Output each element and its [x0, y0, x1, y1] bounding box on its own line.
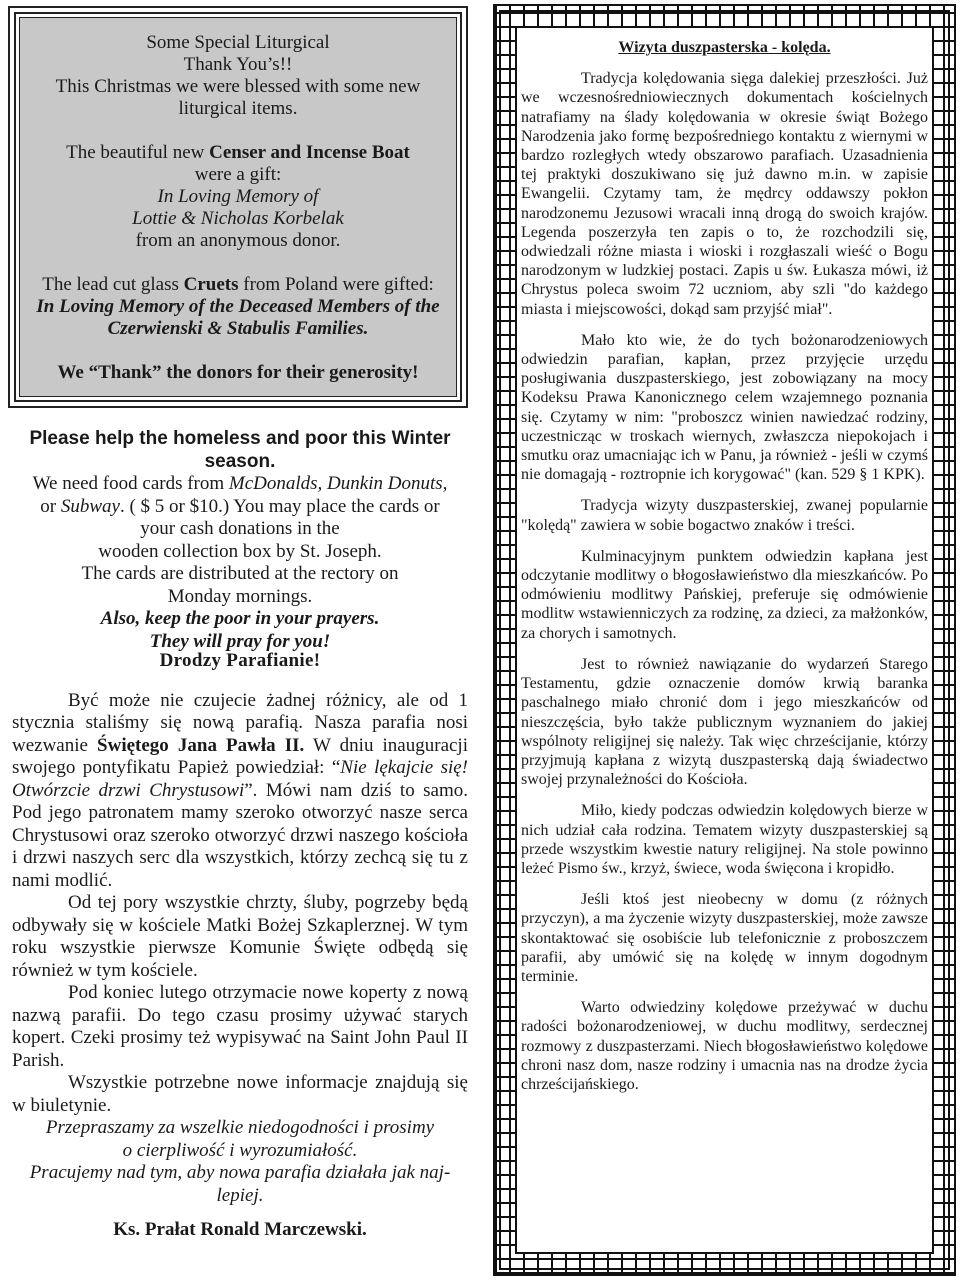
koleda-article — [515, 26, 934, 1254]
cruets-memory-families: Czerwienski & Stabulis Families. — [107, 318, 369, 339]
cruets-item: Cruets — [183, 274, 239, 295]
thanks-intro-line2: liturgical items. — [178, 98, 298, 119]
letter-paragraph-4: Wszystkie potrzebne nowe informacje znajdują się w biuletynie. — [12, 1072, 468, 1116]
homeless-appeal — [12, 428, 468, 653]
koleda-paragraph: Mało kto wie, że do tych bożonarodzeniowych odwiedzin parafian, kapłan, przez przyjęcie urzędu posługiwania duszpasterskiego, jest zobowiązany na mocy Kodeksu Prawa Kanonicznego celem wzajemnego poznania się. Czytamy w nim: "proboszcz winien nawiedzać rodziny, uczestnicząc w troskach wiernych, zwłaszcza niepokojach i smutku oraz umacniając ich w Panu, ja również - jeśli w czymś nie domagają - roztropnie ich korygować" (kan. 529 § 1 KPK). — [521, 331, 928, 484]
homeless-text: or — [40, 495, 61, 517]
cruets-prefix: The lead cut glass — [42, 274, 184, 295]
homeless-text: . ( $ 5 or $10.) You may place the cards or — [119, 495, 440, 517]
cruets-line — [34, 274, 442, 296]
koleda-paragraph: Warto odwiedziny kolędowe przeżywać w duchu radości bożonarodzeniowej, w duchu modlitwy, serdecznej rozmowy z duszpasterzami. Niech błogosławieństwo kolędowe chroni nasz dom, nasze rodziny i umacnia nas na drodze życia chrześcijańskiego. — [521, 999, 928, 1093]
homeless-text: We need food cards from — [32, 473, 229, 494]
cruets-memory-line: In Loving Memory of the Deceased Members of the — [36, 296, 440, 317]
thanks-donors-line: We “Thank” the donors for their generosity! — [57, 362, 419, 383]
thank-you-box — [8, 6, 468, 408]
letter-paragraph-1 — [12, 690, 468, 893]
letter-text: W dniu inauguracji swojego pontyfikatu Papież powiedział: “ — [12, 734, 468, 778]
pope-quote: Nie lękajcie się! Otwórzcie drzwi Chrystusowi — [12, 757, 469, 801]
homeless-line-4: wooden collection box by St. Joseph. — [98, 540, 382, 562]
koleda-paragraph: Tradycja kolędowania sięga dalekiej przeszłości. Już we wczesnośredniowiecznych dokumentach kościelnych natrafiamy na ślady kolędowania w okresie świąt Bożego Narodzenia jako formę bezpośredniego kontaktu z wiernymi w bardzo rozległych wtedy obszarowo parafiach. Uzasadnienia tej praktyki doszukiwano się już dawno m.in. w zapisie Ewangelii. Czytamy tam, że mędrcy oddawszy pokłon narodzonemu Jezusowi wracali inną drogą do swoich krajów. Legenda poszerzyła ten zapis o to, że rozchodzili się, odwiedzali różne miasta i wioski i rozgłaszali wieść o Bogu narodzonym w ludzkiej postaci. Zapis u św. Łukasza mówi, iż Chrystus poleca swoim 72 uczniom, aby szli "do każdego miasta i miejscowości, dokąd sam przyjść miał". — [521, 70, 928, 318]
apology-line-3: Pracujemy nad tym, aby nowa parafia działała jak naj-lepiej. — [29, 1162, 451, 1206]
parish-letter — [12, 650, 468, 1242]
homeless-line-2 — [12, 496, 468, 519]
homeless-line-3: your cash donations in the — [140, 518, 340, 539]
apology-line-1: Przepraszamy za wszelkie niedogodności i prosimy — [45, 1117, 435, 1138]
homeless-line-1 — [12, 473, 468, 496]
koleda-heading: Wizyta duszpasterska - kolęda. — [618, 39, 831, 56]
letter-paragraph-3: Pod koniec lutego otrzymacie nowe koperty z nową nazwą parafii. Do tego czasu prosimy używać starych kopert. Czeki prosimy też wypisywać na Saint John Paul II Parish. — [12, 982, 468, 1071]
censer-memory-names: Lottie & Nicholas Korbelak — [132, 208, 344, 229]
homeless-line-5: The cards are distributed at the rectory on — [81, 563, 399, 584]
homeless-prayer-line: Also, keep the poor in your prayers. — [100, 608, 380, 629]
censer-prefix: The beautiful new — [66, 142, 210, 163]
censer-donor: from an anonymous donor. — [135, 230, 341, 251]
parish-patron: Świętego Jana Pawła II. — [97, 734, 305, 756]
koleda-paragraph: Jeśli ktoś jest nieobecny w domu (z różnych przyczyn), a ma życzenie wizyty duszpasterskiej, może zawsze skontaktować się osobiście lub telefonicznie z proboszczem parafii, aby umówić się na kolędę w innym dogodnym terminie. — [521, 891, 928, 985]
koleda-paragraph: Miło, kiedy podczas odwiedzin kolędowych bierze w nich udział cała rodzina. Tematem wizyty duszpasterskiej są przede wszystkim kwestie natury religijnej. Na stole powinno leżeć Pismo św., krzyż, świece, woda święcona i kropidło. — [521, 802, 928, 877]
koleda-paragraph: Jest to również nawiązanie do wydarzeń Starego Testamentu, gdzie oznaczenie domów krwią baranka paschalnego miało chronić dom i jego mieszkańców od nieszczęścia, było także publicznym wyznaniem do jakiej wspólnoty religijnej się należy. Tak więc chrześcijanie, którzy przyjmują kapłana z wizytą duszpasterską dają świadectwo swojej przynależności do Kościoła. — [521, 655, 928, 789]
thank-you-content — [19, 17, 457, 397]
restaurant-names: McDonalds, Dunkin Donuts, — [228, 473, 448, 494]
thanks-title-line1: Some Special Liturgical — [146, 32, 330, 53]
letter-paragraph-2: Od tej pory wszystkie chrzty, śluby, pogrzeby będą odbywały się w kościele Matki Bożej Szkaplerznej. W tym roku wszystkie pierwsze Komunie Święte odbędą się również w tym kościele. — [12, 892, 468, 981]
signature: Ks. Prałat Ronald Marczewski. — [113, 1219, 367, 1240]
homeless-prayer-line-2: They will pray for you! — [149, 630, 331, 652]
thanks-intro-line: This Christmas we were blessed with some new — [55, 76, 421, 97]
thanks-title-line2: Thank You’s!! — [183, 54, 293, 75]
letter-text: ”. Mówi nam dziś to samo. Pod jego patronatem mamy szeroko otworzyć nasze serca Chrystusowi oraz szeroko otworzyć drzwi naszego kościoła i drzwi naszych serc dla wszystkich, którzy zechcą się tu z nami modlić. — [12, 779, 468, 891]
censer-memory-line: In Loving Memory of — [157, 186, 319, 207]
koleda-paragraph: Kulminacyjnym punktem odwiedzin kapłana jest odczytanie modlitwy o błogosławieństwo dla mieszkańców. Po odmówieniu modlitwy Pańskiej, preferuje się odmówienie modlitw wstawienniczych za rodzinę, za dzieci, za małżonków, za chorych i samotnych. — [521, 547, 928, 642]
greek-key-border — [493, 4, 956, 1276]
cruets-suffix: from Poland were gifted: — [238, 274, 434, 295]
koleda-paragraph: Tradycja wizyty duszpasterskiej, zwanej popularnie "kolędą" zawiera w sobie bogactwo znaków i treści. — [521, 497, 928, 534]
apology-line-2: o cierpliwość i wyrozumiałość. — [122, 1139, 358, 1161]
censer-item: Censer and Incense Boat — [209, 142, 410, 163]
letter-heading: Drodzy Parafianie! — [159, 650, 321, 671]
homeless-heading: Please help the homeless and poor this Winter season. — [29, 428, 451, 472]
restaurant-name: Subway — [60, 495, 120, 517]
homeless-line-6: Monday mornings. — [167, 585, 313, 607]
letter-text: Być może nie czujecie żadnej różnicy, ale od 1 stycznia staliśmy się nową parafią. Nasza parafia nosi wezwanie — [12, 689, 468, 756]
censer-line — [34, 142, 442, 164]
censer-gift-line: were a gift: — [194, 164, 282, 185]
